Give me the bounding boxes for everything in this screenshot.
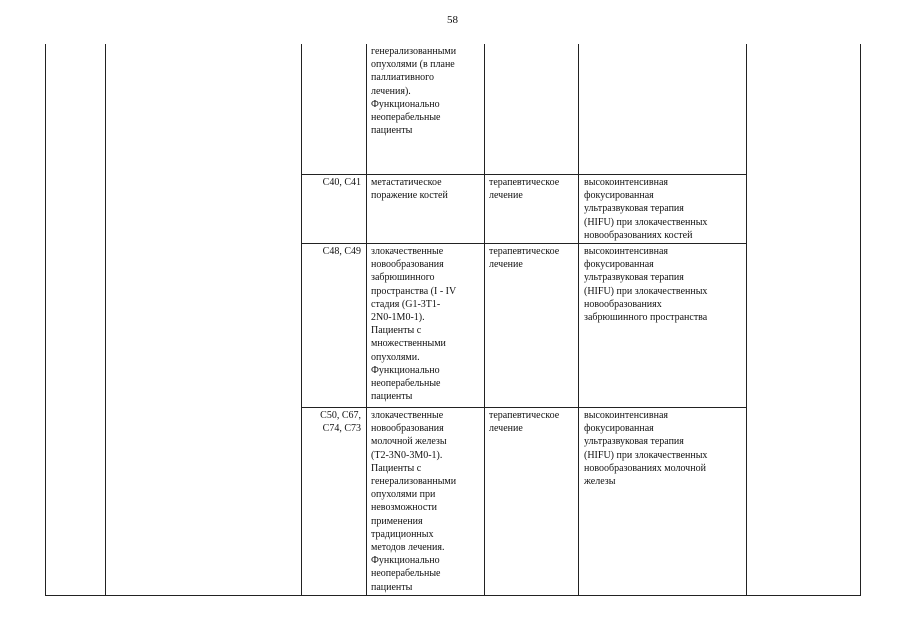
table-cell-condition: злокачественные новообразования забрюшинного пространства (I - IV стадия (G1-3T1- 2N0-1M0-1). Пациенты с множественными опухолями. Функционально неоперабельные пациенты [371,246,457,403]
table-cell-condition: злокачественные новообразования молочной железы (T2-3N0-3M0-1). Пациенты с генерализованными опухолями при невозможности применения традиционных методов лечения. Функционально неоперабельные пациенты [371,410,457,593]
table-cell-method: высокоинтенсивная фокусированная ультразвуковая терапия (HIFU) при злокачественных новообразованиях молочной железы [584,410,708,488]
table-cell-code: C48, C49 [322,246,361,257]
column-divider [746,44,747,596]
table-cell-treatment-type: терапевтическое лечение [489,410,560,435]
table-cell-method: высокоинтенсивная фокусированная ультразвуковая терапия (HIFU) при злокачественных новообразованиях забрюшинного пространства [584,246,708,324]
column-divider [578,44,579,596]
table-border-right [860,44,861,596]
column-divider [105,44,106,596]
column-divider [366,44,367,596]
table-cell-method: высокоинтенсивная фокусированная ультразвуковая терапия (HIFU) при злокачественных новообразованиях костей [584,177,708,241]
table-cell-condition: генерализованными опухолями (в плане паллиативного лечения). Функционально неоперабельные пациенты [371,46,457,137]
row-divider [301,174,746,175]
column-divider [301,44,302,596]
table-cell-code: C50, C67, C74, C73 [320,410,361,435]
table-border-bottom [45,595,861,596]
table-border-left [45,44,46,596]
page-number: 58 [447,14,458,26]
table-cell-condition: метастатическое поражение костей [371,177,448,202]
table-cell-treatment-type: терапевтическое лечение [489,246,560,271]
row-divider [301,243,746,244]
medical-care-table [45,44,861,596]
table-cell-code: C40, C41 [322,177,361,188]
table-cell-treatment-type: терапевтическое лечение [489,177,560,202]
row-divider [301,407,746,408]
column-divider [484,44,485,596]
